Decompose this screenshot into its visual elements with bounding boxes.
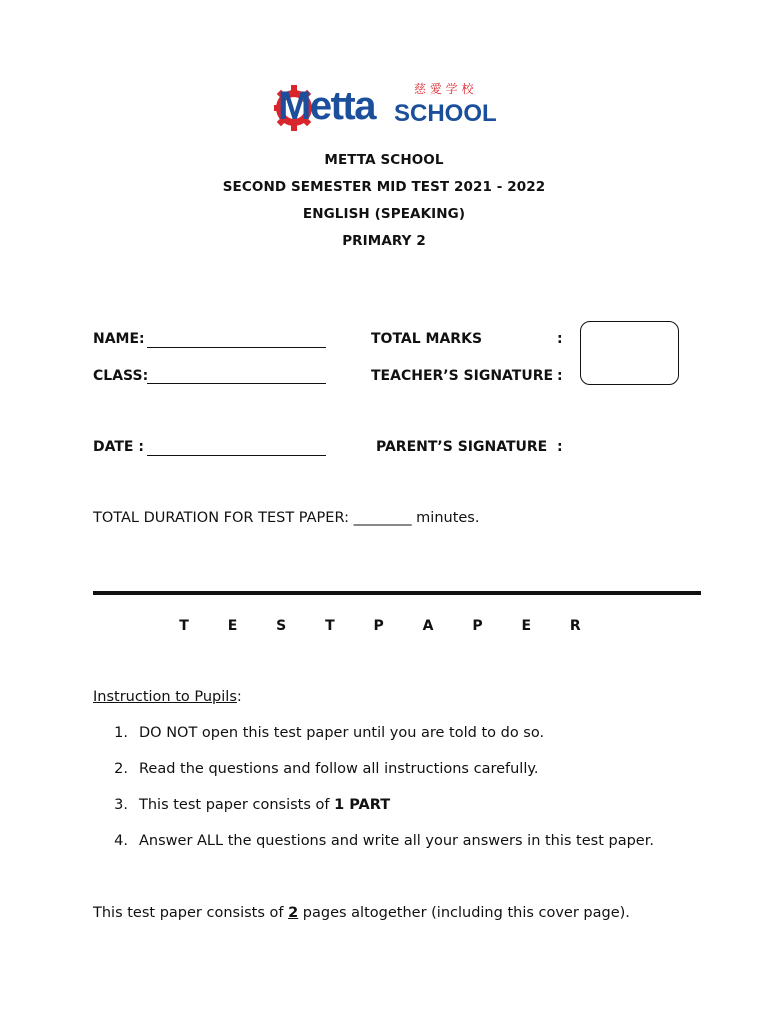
duration-suffix: minutes. bbox=[411, 510, 480, 526]
class-field[interactable] bbox=[147, 383, 326, 384]
teacher-signature-colon: : bbox=[557, 368, 563, 384]
instructions-heading-line bbox=[93, 689, 242, 705]
duration-prefix: TOTAL DURATION FOR TEST PAPER: bbox=[93, 510, 354, 526]
instruction-item bbox=[139, 761, 539, 777]
page-count-number: 2 bbox=[288, 905, 299, 921]
logo-brand-text: Metta bbox=[278, 84, 375, 128]
instruction-text: Read the questions and follow all instructions carefully. bbox=[139, 761, 539, 777]
total-marks-label: TOTAL MARKS bbox=[371, 331, 483, 347]
page-count-prefix: This test paper consists of bbox=[93, 905, 289, 921]
instruction-text: Answer ALL the questions and write all your answers in this test paper. bbox=[139, 833, 654, 849]
instruction-number: 1. bbox=[114, 725, 128, 741]
class-label: CLASS: bbox=[93, 368, 149, 384]
instruction-text: DO NOT open this test paper until you are told to do so. bbox=[139, 725, 545, 741]
instruction-number: 2. bbox=[114, 761, 128, 777]
subject-title: ENGLISH (SPEAKING) bbox=[302, 206, 466, 222]
page-count-line bbox=[93, 905, 630, 921]
duration-line bbox=[93, 510, 479, 526]
instruction-text: This test paper consists of bbox=[139, 797, 335, 813]
duration-blank[interactable]: ________ bbox=[353, 510, 412, 526]
instructions-heading-colon: : bbox=[236, 689, 242, 705]
logo-chinese-text: 慈 愛 学 校 bbox=[414, 82, 474, 96]
instructions-heading: Instruction to Pupils bbox=[93, 689, 237, 705]
section-divider bbox=[93, 591, 701, 595]
teacher-signature-label: TEACHER’S SIGNATURE bbox=[371, 368, 554, 384]
section-title: T E S T P A P E R bbox=[179, 618, 589, 634]
name-field[interactable] bbox=[147, 347, 326, 348]
page-count-suffix: pages altogether (including this cover page). bbox=[298, 905, 630, 921]
name-label: NAME: bbox=[93, 331, 145, 347]
instruction-item bbox=[139, 833, 654, 849]
marks-box[interactable] bbox=[580, 321, 679, 385]
instruction-item bbox=[139, 725, 544, 741]
date-field[interactable] bbox=[147, 455, 326, 456]
parent-signature-label: PARENT’S SIGNATURE bbox=[376, 439, 548, 455]
school-name: METTA SCHOOL bbox=[324, 152, 444, 168]
school-logo bbox=[274, 82, 498, 132]
logo-school-text: SCHOOL bbox=[394, 100, 497, 127]
instruction-number: 4. bbox=[114, 833, 128, 849]
date-label: DATE : bbox=[93, 439, 144, 455]
level-title: PRIMARY 2 bbox=[342, 233, 426, 249]
test-title: SECOND SEMESTER MID TEST 2021 - 2022 bbox=[222, 179, 546, 195]
parent-signature-colon: : bbox=[557, 439, 563, 455]
instruction-number: 3. bbox=[114, 797, 128, 813]
instruction-item bbox=[139, 797, 390, 813]
instruction-bold-text: 1 PART bbox=[334, 797, 391, 813]
total-marks-colon: : bbox=[557, 331, 563, 347]
